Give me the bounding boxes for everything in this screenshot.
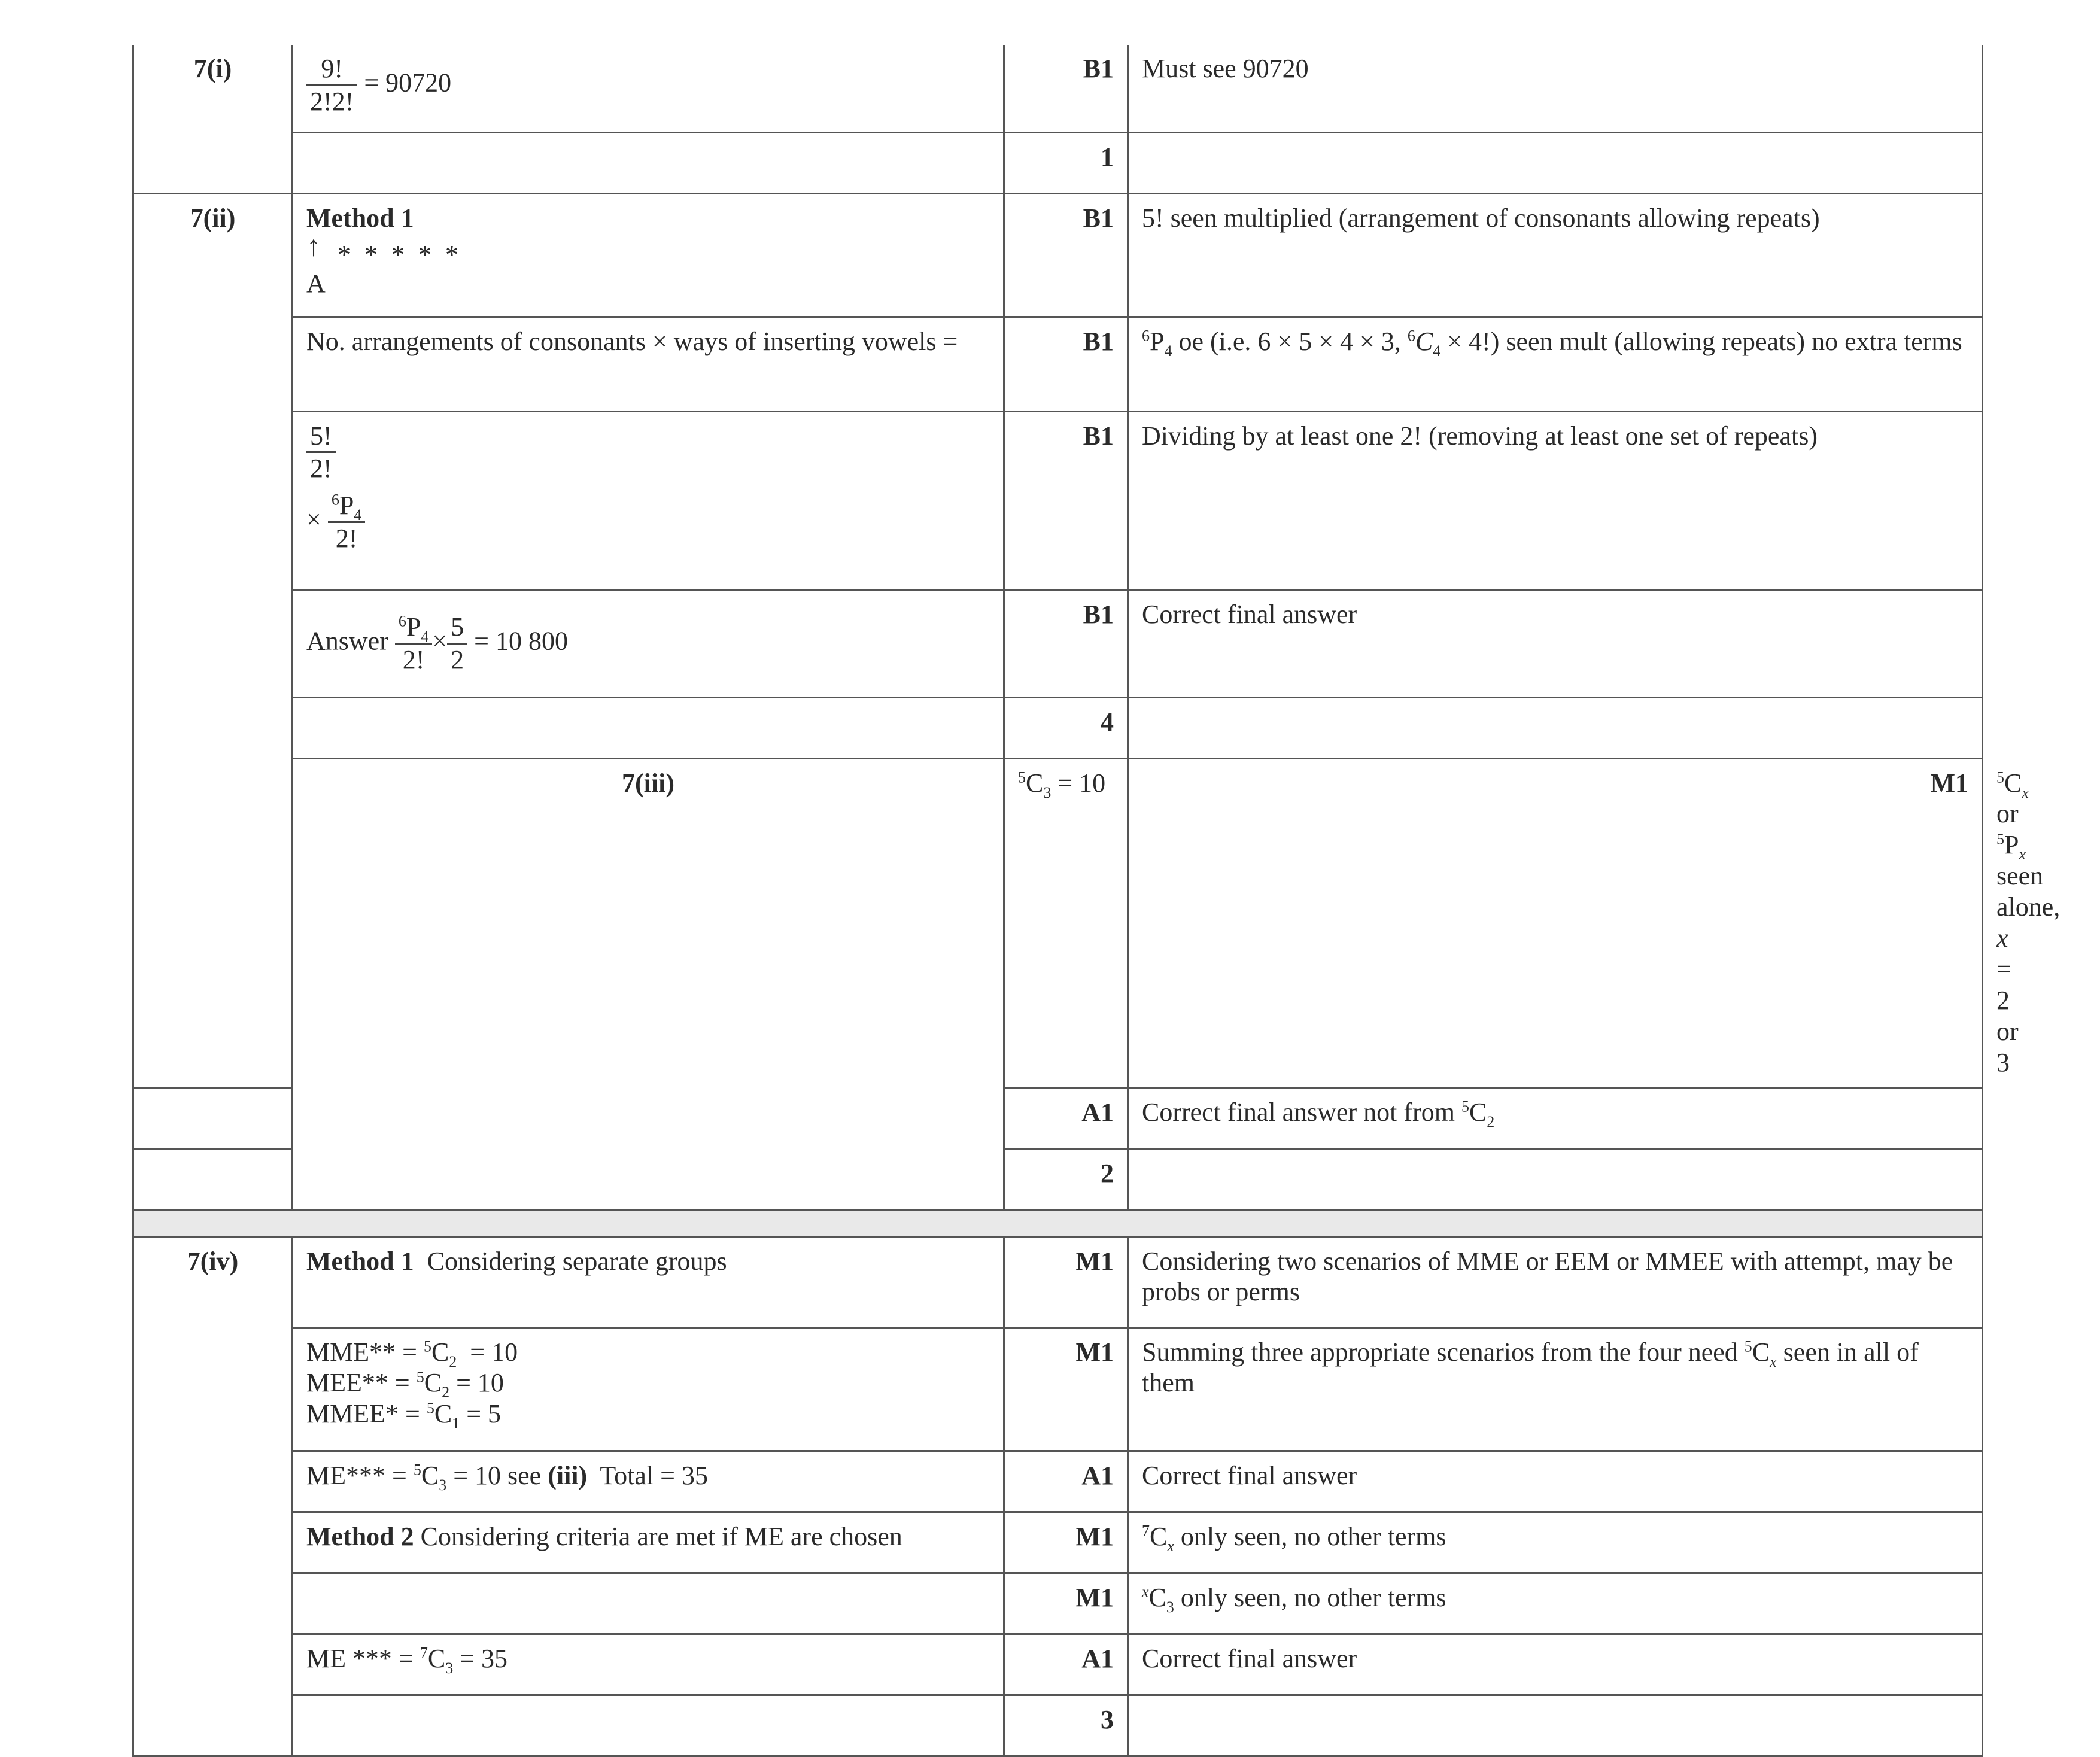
answer-cell	[293, 589, 1004, 697]
working-text: ME*** =	[306, 1460, 414, 1490]
answer-cell	[293, 1634, 1004, 1695]
guidance-text: x	[1996, 923, 2008, 953]
consonant-slots: * * * * *	[338, 240, 462, 270]
fraction-numerator: 5	[447, 612, 467, 645]
subscript: x	[2022, 783, 2029, 801]
fraction-denominator: 2!	[402, 645, 425, 674]
arrow-label: A	[306, 269, 326, 299]
guidance-cell: Correct final answer	[1128, 1451, 1983, 1512]
working-text: MME** =	[306, 1337, 424, 1367]
guidance-text: C	[1752, 1337, 1770, 1367]
mark-code: B1	[1004, 193, 1128, 317]
answer-cell	[293, 1695, 1004, 1756]
guidance-text: C	[1148, 1582, 1166, 1612]
mark-code: M1	[1128, 758, 1983, 1087]
mark-scheme-sheet	[132, 45, 2061, 1757]
table-row	[133, 1695, 1983, 1756]
answer-cell	[293, 1236, 1004, 1327]
fraction-denominator: 2!	[335, 524, 358, 554]
guidance-text: Summing three appropriate scenarios from the four need	[1142, 1337, 1745, 1367]
fraction-numerator: 5!	[306, 421, 336, 454]
mark-code: B1	[1004, 589, 1128, 697]
table-row	[133, 1451, 1983, 1512]
method-description: Considering criteria are met if ME are chosen	[414, 1521, 902, 1551]
method-title: Method 1	[306, 1246, 414, 1276]
question-number: 7(iv)	[133, 1236, 293, 1756]
superscript: 5	[1018, 768, 1026, 786]
working-text: C	[431, 1337, 449, 1367]
superscript: 6	[398, 612, 406, 630]
subscript: x	[2019, 846, 2026, 864]
guidance-text: seen in all of them	[1142, 1337, 1919, 1398]
superscript: 7	[1142, 1521, 1150, 1539]
fraction-text: P	[406, 612, 421, 642]
marks-total: 2	[1004, 1148, 1128, 1209]
table-row	[133, 411, 1983, 589]
section-separator	[133, 1209, 1983, 1236]
guidance-text: only seen, no other terms	[1174, 1521, 1446, 1551]
mark-code: M1	[1004, 1236, 1128, 1327]
superscript: 5	[1461, 1097, 1469, 1115]
working-text: = 10	[449, 1368, 504, 1398]
table-row	[133, 697, 1983, 758]
mark-code: A1	[1004, 1451, 1128, 1512]
table-row	[133, 1327, 1983, 1451]
table-row	[133, 193, 1983, 317]
superscript: x	[1142, 1582, 1149, 1600]
superscript: 5	[426, 1399, 434, 1417]
separator-cell	[133, 1209, 1983, 1236]
working-text: Total = 35	[587, 1460, 708, 1490]
mark-scheme-table	[132, 45, 2061, 1757]
question-number: 7(ii)	[133, 193, 293, 1087]
answer-cell	[293, 1512, 1004, 1573]
table-row	[133, 45, 1983, 132]
marks-total: 3	[1004, 1695, 1128, 1756]
working-line	[306, 1337, 990, 1368]
working-text: = 5	[460, 1399, 502, 1429]
guidance-cell	[1128, 1512, 1983, 1573]
answer-cell	[293, 697, 1004, 758]
superscript: 5	[416, 1368, 424, 1386]
mark-code: M1	[1004, 1573, 1128, 1634]
guidance-cell	[1128, 1327, 1983, 1451]
fraction	[306, 421, 336, 485]
guidance-text: × 4!) seen mult (allowing repeats) no extra terms	[1440, 326, 1962, 356]
mark-code: M1	[1004, 1512, 1128, 1573]
table-row	[133, 758, 1983, 1087]
fraction	[447, 612, 467, 676]
method-title: Method 1	[306, 203, 414, 233]
guidance-cell	[1128, 1573, 1983, 1634]
part-reference: (iii)	[548, 1460, 588, 1490]
subscript: x	[1770, 1352, 1777, 1370]
superscript: 6	[331, 491, 339, 509]
mark-code: M1	[1004, 1327, 1128, 1451]
table-row	[133, 317, 1983, 411]
answer-cell	[293, 132, 1004, 193]
subscript: 2	[1487, 1112, 1495, 1130]
answer-label: Answer	[306, 626, 388, 656]
table-row	[133, 1512, 1983, 1573]
answer-text: = 10	[1051, 768, 1106, 798]
subscript: 3	[445, 1659, 454, 1677]
working-text: = 10 see	[446, 1460, 548, 1490]
working-text: ME *** =	[306, 1643, 420, 1673]
fraction-denominator: 2!	[310, 454, 332, 484]
superscript: 7	[420, 1643, 428, 1661]
subscript: 3	[439, 1476, 447, 1494]
question-number: 7(iii)	[293, 758, 1004, 1209]
mark-code: A1	[1004, 1634, 1128, 1695]
fraction-denominator: 2	[451, 645, 464, 674]
superscript: 5	[1996, 830, 2004, 848]
fraction-numerator	[328, 490, 365, 523]
answer-cell	[293, 1327, 1004, 1451]
subscript: 3	[1043, 783, 1051, 801]
guidance-text: C	[1150, 1521, 1168, 1551]
answer-cell	[133, 1148, 293, 1209]
guidance-cell: Considering two scenarios of MME or EEM or MMEE with attempt, may be probs or perms	[1128, 1236, 1983, 1327]
guidance-text: P	[2004, 830, 2019, 860]
subscript: 3	[1166, 1598, 1174, 1616]
answer-result: = 90720	[364, 68, 452, 98]
working-text: C	[427, 1643, 446, 1673]
superscript: 6	[1407, 326, 1415, 344]
guidance-cell	[1128, 317, 1983, 411]
fraction	[328, 490, 365, 554]
working-text: MMEE* =	[306, 1399, 427, 1429]
fraction-numerator: 9!	[306, 53, 357, 86]
answer-cell	[293, 1573, 1004, 1634]
fraction-text: P	[339, 491, 354, 521]
guidance-cell	[1128, 1695, 1983, 1756]
method-title: Method 2	[306, 1521, 414, 1551]
fraction-denominator: 2!2!	[310, 86, 354, 116]
table-row	[133, 589, 1983, 697]
method-description: Considering separate groups	[414, 1246, 727, 1276]
question-number: 7(i)	[133, 45, 293, 193]
guidance-text: = 2 or 3	[1996, 954, 2019, 1077]
guidance-cell: Dividing by at least one 2! (removing at least one set of repeats)	[1128, 411, 1983, 589]
answer-cell	[293, 411, 1004, 589]
working-text: = 10	[457, 1337, 518, 1367]
working-text: C	[424, 1368, 442, 1398]
working-line	[306, 1367, 990, 1402]
subscript: 2	[442, 1384, 450, 1402]
superscript: 6	[1142, 326, 1150, 344]
guidance-text: C	[2004, 768, 2022, 798]
guidance-text: C	[1415, 326, 1433, 356]
answer-cell: No. arrangements of consonants × ways of inserting vowels =	[293, 317, 1004, 411]
guidance-cell	[1128, 132, 1983, 193]
subscript: 4	[1164, 342, 1172, 360]
guidance-cell: Must see 90720	[1128, 45, 1983, 132]
working-text: = 35	[453, 1643, 508, 1673]
times-sign: ×	[432, 626, 448, 656]
mark-code: B1	[1004, 411, 1128, 589]
answer-cell	[293, 193, 1004, 317]
fraction-numerator	[395, 612, 432, 645]
working-text: MEE** =	[306, 1368, 417, 1398]
guidance-cell	[1128, 1087, 1983, 1148]
up-arrow-icon: ↑	[306, 230, 321, 263]
subscript: 4	[1433, 342, 1441, 360]
subscript: 1	[452, 1415, 460, 1433]
times-sign: ×	[306, 504, 321, 534]
table-row	[133, 1573, 1983, 1634]
marks-total: 4	[1004, 697, 1128, 758]
table-row	[133, 1236, 1983, 1327]
mark-code: B1	[1004, 317, 1128, 411]
guidance-text: C	[1469, 1097, 1487, 1127]
subscript: 2	[449, 1352, 457, 1370]
guidance-cell	[1128, 1148, 1983, 1209]
guidance-text: or	[1996, 799, 2019, 829]
guidance-cell	[1128, 697, 1983, 758]
superscript: 5	[423, 1337, 431, 1355]
guidance-text: P	[1150, 326, 1165, 356]
mark-code: A1	[1004, 1087, 1128, 1148]
working-line	[306, 1399, 990, 1433]
table-row	[133, 1634, 1983, 1695]
marks-total: 1	[1004, 132, 1128, 193]
subscript: 4	[354, 506, 362, 524]
fraction	[306, 53, 357, 117]
answer-text: C	[1026, 768, 1044, 798]
mark-code: B1	[1004, 45, 1128, 132]
guidance-text: seen alone,	[1996, 861, 2061, 922]
subscript: x	[1167, 1537, 1174, 1555]
answer-cell	[1004, 758, 1128, 1087]
working-text: C	[421, 1460, 439, 1490]
guidance-text: Correct final answer not from	[1142, 1097, 1461, 1127]
superscript: 5	[1996, 768, 2004, 786]
guidance-cell: Correct final answer	[1128, 1634, 1983, 1695]
superscript: 5	[1744, 1337, 1752, 1355]
guidance-text: oe (i.e. 6 × 5 × 4 × 3,	[1172, 326, 1408, 356]
superscript: 5	[413, 1460, 421, 1478]
guidance-cell: Correct final answer	[1128, 589, 1983, 697]
answer-result: = 10 800	[474, 626, 568, 656]
working-text: C	[434, 1399, 452, 1429]
answer-cell	[293, 1451, 1004, 1512]
subscript: 4	[421, 627, 429, 645]
guidance-cell: 5! seen multiplied (arrangement of consonants allowing repeats)	[1128, 193, 1983, 317]
table-row	[133, 132, 1983, 193]
fraction	[395, 612, 432, 676]
guidance-text: only seen, no other terms	[1174, 1582, 1446, 1612]
answer-cell	[293, 45, 1004, 132]
answer-cell	[133, 1087, 293, 1148]
arrangement-diagram	[306, 230, 990, 299]
